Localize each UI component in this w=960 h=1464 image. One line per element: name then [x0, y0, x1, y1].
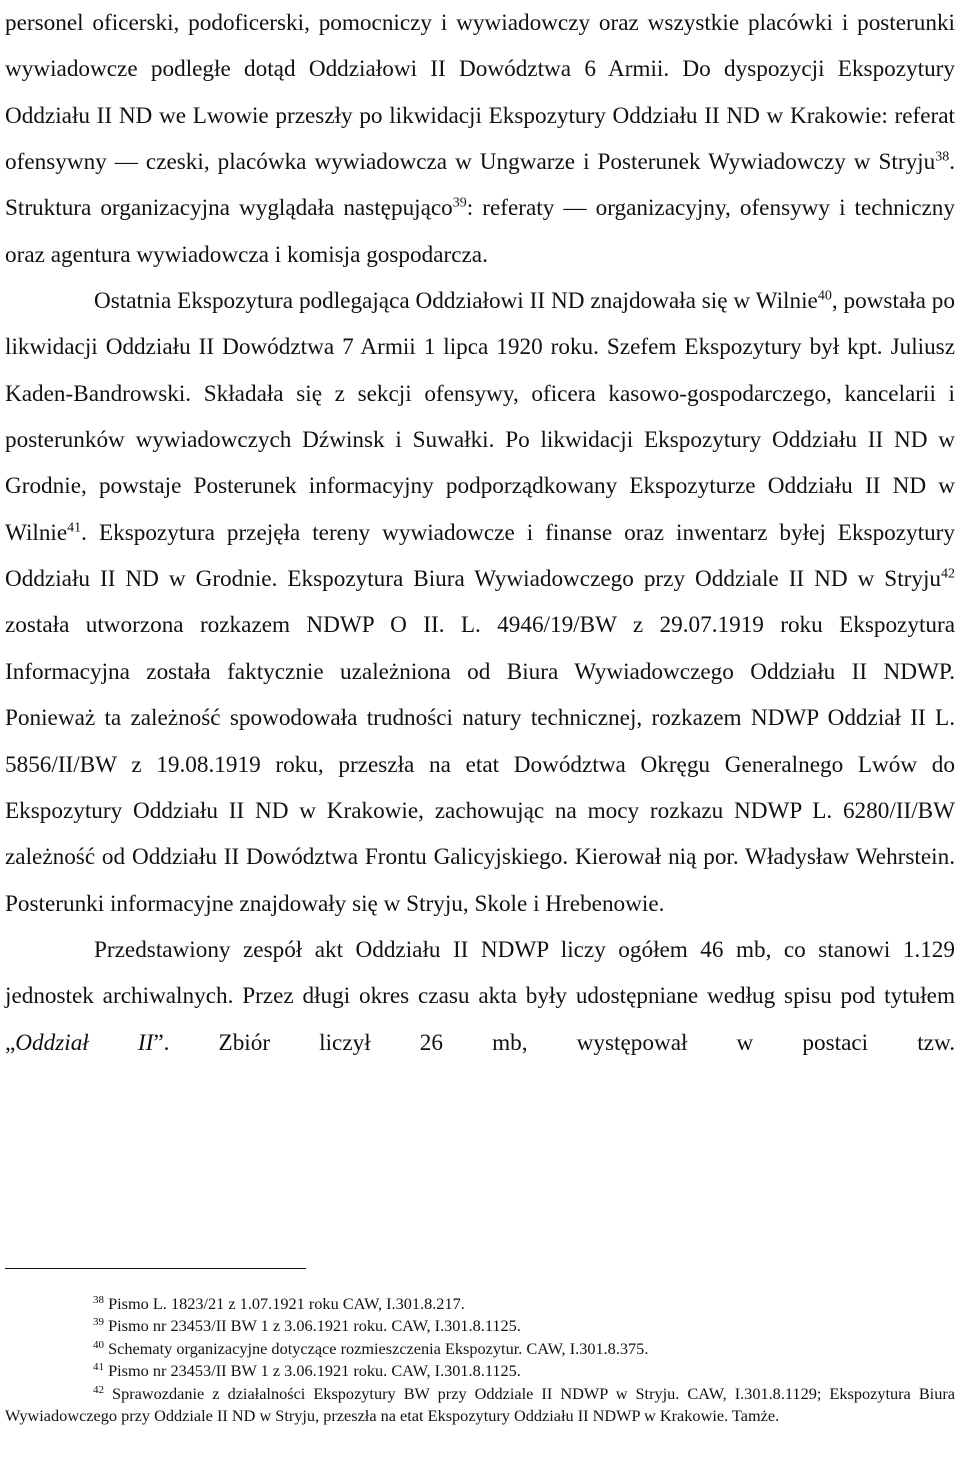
- footnote-38: [5, 1293, 955, 1315]
- paragraph-2: [5, 278, 955, 927]
- text-run: Ostatnia Ekspozytura podlegająca Oddziałowi II ND znajdowała się w Wilnie: [94, 288, 818, 315]
- text-run: personel oficerski, podoficerski, pomocniczy i wywiadowczy oraz wszystkie placówki i posterunki wywiadowcze podległe dotąd Oddziałowi II Dowództwa 6 Armii. Do dyspozycji Ekspozytury Oddziału II ND we Lwowie przeszły po likwidacji Ekspozytury Oddziału II ND w Krakowie: referat ofensywny — czeski, placówka wywiadowcza w Ungwarze i Posterunek Wywiadowczy w Stryju: [5, 10, 955, 176]
- footnote-41: [5, 1360, 955, 1382]
- footnote-number: 40: [93, 1338, 104, 1351]
- text-run: : referaty — organizacyjny, ofensywy i techniczny oraz agentura wywiadowcza i komisja gospodarcza.: [5, 195, 955, 268]
- footnote-number: 38: [93, 1293, 104, 1306]
- footnote-42: [5, 1383, 955, 1428]
- footnote-text: Pismo L. 1823/21 z 1.07.1921 roku CAW, I.301.8.217.: [104, 1294, 465, 1313]
- footnote-40: [5, 1338, 955, 1360]
- footnote-separator: [5, 1268, 306, 1269]
- paragraph-1: [5, 0, 955, 278]
- paragraph-3: [5, 927, 955, 1066]
- body-text: [5, 0, 955, 1066]
- footnote-ref-38: 38: [935, 149, 950, 165]
- text-run: Przedstawiony zespół akt Oddziału II NDWP liczy ogółem 46 mb, co stanowi 1.129 jednostek archiwalnych. Przez długi okres czasu akta były udostępniane według spisu pod tytułem „: [5, 936, 955, 1056]
- text-run: ”. Zbiór liczył 26 mb, występował w postaci tzw.: [153, 1029, 955, 1056]
- text-run: . Ekspozytura przejęła tereny wywiadowcze i finanse oraz inwentarz byłej Ekspozytury Oddziału II ND w Grodnie. Ekspozytura Biura Wywiadowczego przy Oddziale II ND w Stryju: [5, 519, 955, 593]
- footnote-ref-40: 40: [817, 288, 832, 304]
- text-run: , powstała po likwidacji Oddziału II Dowództwa 7 Armii 1 lipca 1920 roku. Szefem Ekspozytury był kpt. Juliusz Kaden-Bandrowski. Składała się z sekcji ofensywy, oficera kasowo-gospodarczego, kancelarii i posterunków wywiadowczych Dźwinsk i Suwałki. Po likwidacji Ekspozytury Oddziału II ND w Grodnie, powstaje Posterunek informacyjny podporządkowany Ekspozyturze Oddziału II ND w Wilnie: [5, 288, 955, 546]
- footnote-text: Sprawozdanie z działalności Ekspozytury BW przy Oddziale II NDWP w Stryju. CAW, I.301.8.1129; Ekspozytura Biura Wywiadowczego przy Oddziale II ND w Stryju, przeszła na etat Ekspozytury Oddziału II NDWP w Krakowie. Tamże.: [5, 1383, 955, 1426]
- footnote-number: 41: [93, 1361, 104, 1374]
- italic-title: Oddział II: [15, 1029, 154, 1056]
- footnote-ref-39: 39: [452, 195, 467, 211]
- footnote-text: Pismo nr 23453/II BW 1 z 3.06.1921 roku. CAW, I.301.8.1125.: [104, 1316, 521, 1336]
- footnote-text: Pismo nr 23453/II BW 1 z 3.06.1921 roku. CAW, I.301.8.1125.: [104, 1361, 521, 1381]
- footnote-ref-42: 42: [941, 566, 955, 582]
- footnote-ref-41: 41: [67, 520, 82, 536]
- footnote-number: 39: [93, 1316, 104, 1329]
- footnote-39: [5, 1315, 955, 1337]
- footnote-text: Schematy organizacyjne dotyczące rozmieszczenia Ekspozytur. CAW, I.301.8.375.: [104, 1338, 649, 1358]
- text-run: została utworzona rozkazem NDWP O II. L. 4946/19/BW z 29.07.1919 roku Ekspozytura Informacyjna została faktycznie uzależniona od Biura Wywiadowczego Oddziału II NDWP. Ponieważ ta zależność spowodowała trudności natury technicznej, rozkazem NDWP Oddział II L. 5856/II/BW z 19.08.1919 roku, przeszła na etat Dowództwa Okręgu Generalnego Lwów do Ekspozytury Oddziału II ND w Krakowie, zachowując na mocy rozkazu NDWP L. 6280/II/BW zależność od Oddziału II Dowództwa Frontu Galicyjskiego. Kierował nią por. Władysław Wehrstein. Posterunki informacyjne znajdowały się w Stryju, Skole i Hrebenowie.: [5, 612, 955, 917]
- footnotes: [5, 1293, 955, 1427]
- footnote-number: 42: [93, 1383, 104, 1396]
- text-run: . Struktura organizacyjna wyglądała następująco: [5, 149, 955, 222]
